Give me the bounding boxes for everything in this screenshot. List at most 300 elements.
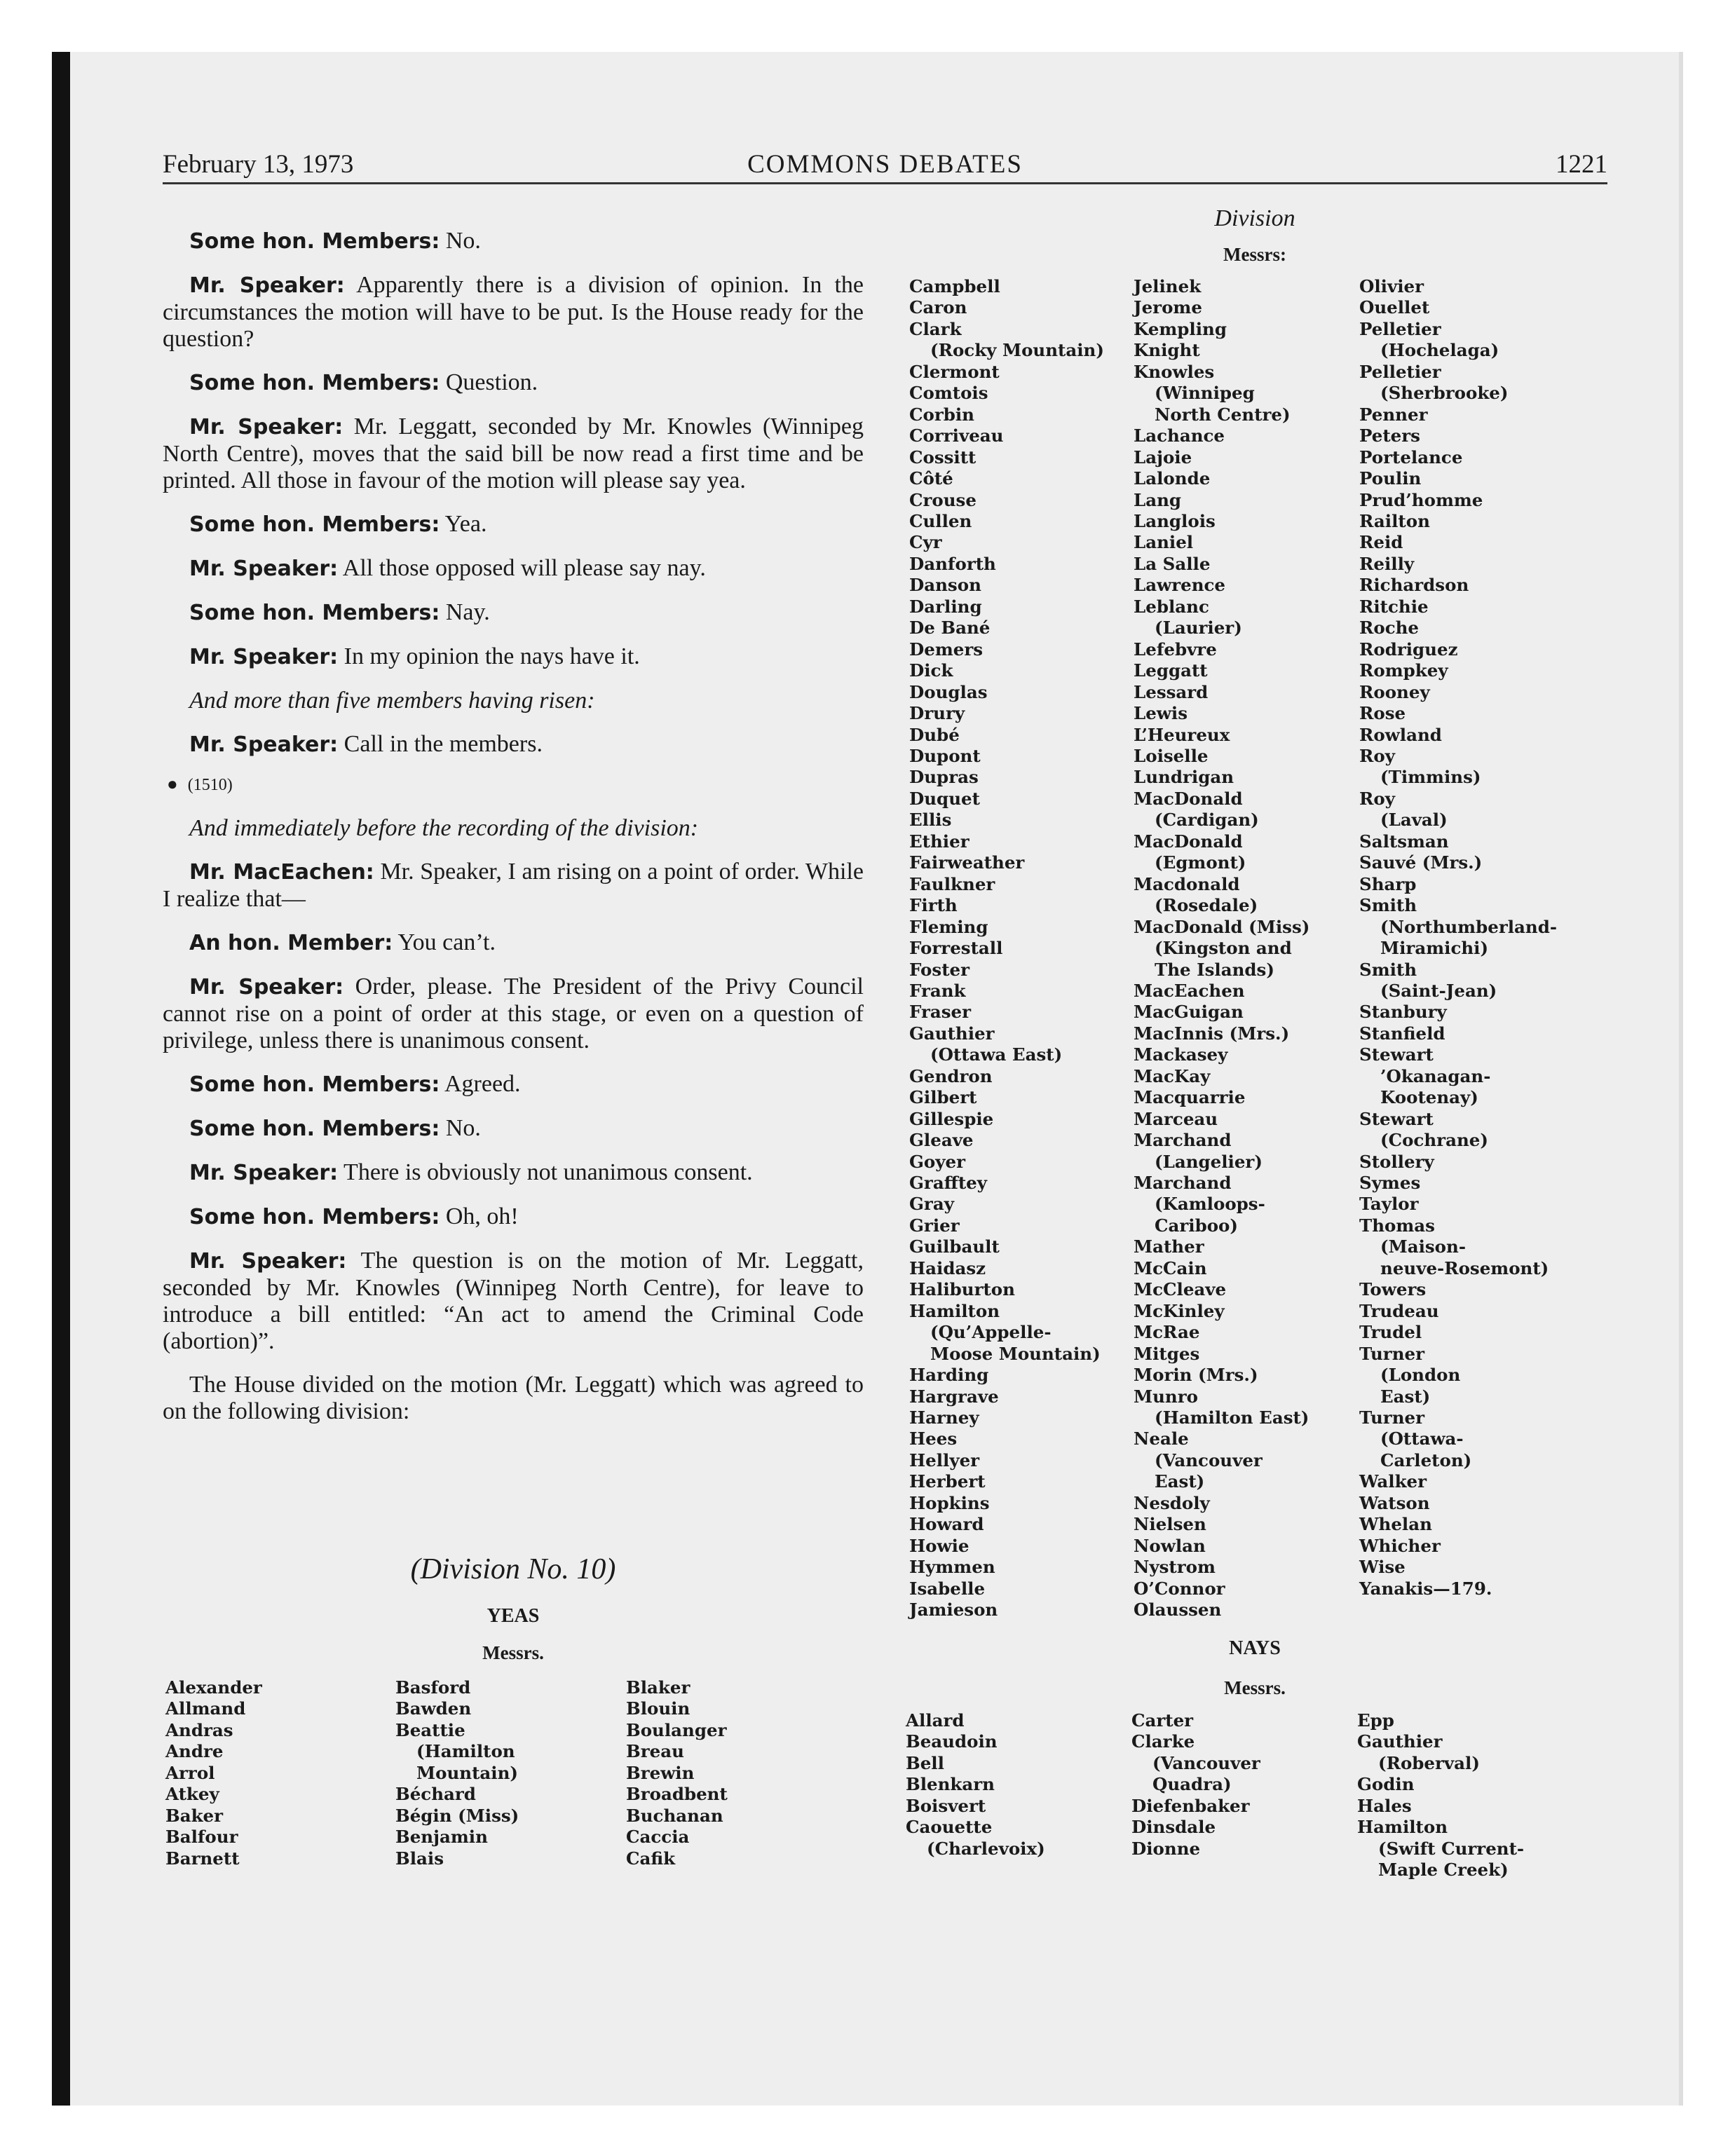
speech-paragraph — [163, 555, 864, 582]
time-marker — [163, 771, 864, 798]
member-name: Buchanan — [626, 1805, 723, 1826]
member-name: Alexander — [165, 1677, 262, 1698]
member-name: McKinley — [1134, 1300, 1225, 1321]
member-name: Thomas — [1359, 1215, 1435, 1236]
speaker-name: Mr. Speaker: — [189, 1249, 347, 1274]
member-name: Firth — [909, 895, 958, 916]
speaker-name: Mr. Speaker: — [189, 645, 339, 669]
speech-text: Nay. — [440, 599, 490, 625]
member-name: Ritchie — [1359, 596, 1429, 617]
member-name: Neale — [1134, 1428, 1189, 1449]
member-name: Penner — [1359, 404, 1428, 425]
member-name: Ethier — [909, 831, 969, 852]
speech-text: The question is on the motion of Mr. Leggatt, seconded by Mr. Knowles (Winnipeg North Centre), for leave to introduce a bill entitled: “An act to amend the Criminal Code (abortion)”. — [163, 1248, 864, 1354]
member-name: Smith — [1359, 895, 1417, 916]
member-name: Smith — [1359, 959, 1417, 980]
member-name: Cyr — [909, 532, 942, 553]
speech-paragraph — [163, 369, 864, 397]
speech-text: Yea. — [440, 511, 487, 537]
member-name: Lang — [1134, 489, 1182, 510]
continued-messrs: Messrs: — [1223, 244, 1286, 265]
member-name: Darling — [909, 596, 982, 617]
member-name: Hellyer — [909, 1449, 980, 1471]
member-name: McCleave — [1134, 1279, 1227, 1300]
member-name: Broadbent — [626, 1784, 728, 1805]
member-name: Cossitt — [909, 446, 977, 468]
member-riding: (Northumberland- — [1380, 916, 1558, 937]
member-name: Caouette — [906, 1817, 993, 1838]
member-name: Grafftey — [909, 1173, 987, 1194]
member-name: Duquet — [909, 788, 980, 809]
member-name: Barnett — [165, 1848, 240, 1869]
member-name: Rompkey — [1359, 660, 1448, 681]
member-riding: neuve-Rosemont) — [1380, 1257, 1549, 1278]
speech-paragraph — [163, 1203, 864, 1231]
member-riding: Miramichi) — [1380, 938, 1489, 959]
member-name: Baker — [165, 1805, 224, 1826]
member-riding: (Swift Current- — [1378, 1838, 1525, 1859]
speech-text: No. — [440, 228, 481, 254]
member-name: Jamieson — [909, 1599, 998, 1621]
speech-text: Agreed. — [440, 1071, 521, 1097]
member-riding: (Timmins) — [1380, 767, 1481, 788]
member-name: Hamilton — [909, 1300, 1000, 1321]
member-name: Gendron — [909, 1065, 993, 1086]
member-name: Hopkins — [909, 1492, 990, 1513]
member-name: Clark — [909, 318, 962, 339]
member-name: Boisvert — [906, 1795, 986, 1816]
member-name: Reid — [1359, 532, 1403, 553]
member-riding: (Egmont) — [1155, 852, 1246, 873]
speaker-name: Mr. Speaker: — [189, 273, 345, 298]
member-name: Diefenbaker — [1131, 1795, 1250, 1816]
speech-paragraph — [163, 974, 864, 1054]
member-name: Guilbault — [909, 1236, 1000, 1257]
member-name: Fleming — [909, 916, 988, 937]
speech-paragraph — [163, 929, 864, 957]
member-name: Sharp — [1359, 873, 1417, 894]
speech-paragraph — [163, 1115, 864, 1142]
member-name: Knight — [1134, 340, 1200, 361]
narrative-paragraph: The House divided on the motion (Mr. Leggatt) which was agreed to on the following division: — [163, 1372, 864, 1424]
running-header — [163, 146, 1607, 184]
speech-text: Order, please. The President of the Privy Council cannot rise on a point of order at this stage, or even on a question of privilege, unless there is unanimous consent. — [163, 974, 864, 1053]
member-riding: (London — [1380, 1365, 1461, 1386]
member-name: Côté — [909, 468, 953, 489]
member-name: Dionne — [1131, 1838, 1201, 1859]
member-name: De Bané — [909, 618, 991, 639]
member-name: Pelletier — [1359, 318, 1441, 339]
member-name: Campbell — [909, 276, 1000, 296]
member-name: MacEachen — [1134, 980, 1245, 1001]
member-name: Roy — [1359, 745, 1395, 766]
member-name: Grier — [909, 1215, 960, 1236]
member-name: Bégin (Miss) — [395, 1805, 519, 1826]
member-name: Munro — [1134, 1386, 1198, 1407]
member-name: Blouin — [626, 1698, 690, 1719]
member-name: Marceau — [1134, 1108, 1218, 1129]
member-name: Lawrence — [1134, 575, 1226, 596]
member-riding: (Sherbrooke) — [1380, 383, 1509, 404]
member-riding: (Rocky Mountain) — [930, 340, 1104, 361]
member-name: Drury — [909, 703, 965, 724]
speech-text: Mr. Speaker, I am rising on a point of order. While I realize that— — [163, 859, 864, 912]
member-name: Goyer — [909, 1151, 965, 1172]
header-title: COMMONS DEBATES — [747, 150, 1023, 179]
member-name: Nielsen — [1134, 1514, 1206, 1535]
speaker-name: Some hon. Members: — [189, 1117, 440, 1141]
member-name: Mather — [1134, 1236, 1204, 1257]
member-name: Marchand — [1134, 1173, 1232, 1194]
member-riding: (Charlevoix) — [927, 1838, 1045, 1859]
member-name: Gleave — [909, 1130, 974, 1151]
member-name: Knowles — [1134, 361, 1215, 382]
member-name: Gillespie — [909, 1108, 994, 1129]
member-name: Faulkner — [909, 873, 995, 894]
continued-column-3 — [1359, 276, 1557, 1599]
member-name: Stanfield — [1359, 1023, 1445, 1044]
member-name: MacDonald (Miss) — [1134, 916, 1310, 937]
member-name: Foster — [909, 959, 970, 980]
member-name: Boulanger — [626, 1719, 727, 1740]
member-riding: ’Okanagan- — [1380, 1065, 1491, 1086]
yeas-messrs: Messrs. — [482, 1642, 544, 1663]
member-name: Portelance — [1359, 446, 1463, 468]
member-name: Allmand — [165, 1698, 246, 1719]
page-number: 1221 — [1556, 150, 1607, 179]
speech-text: Oh, oh! — [440, 1203, 519, 1229]
member-name: Stollery — [1359, 1151, 1434, 1172]
member-name: Caccia — [626, 1827, 690, 1848]
speaker-name: Some hon. Members: — [189, 1072, 440, 1097]
nays-heading: NAYS — [1229, 1637, 1281, 1659]
member-name: Lefebvre — [1134, 639, 1217, 660]
member-name: Atkey — [165, 1784, 219, 1805]
member-name: Beattie — [395, 1719, 465, 1740]
yeas-column-2 — [395, 1677, 519, 1869]
member-name: Prud’homme — [1359, 489, 1483, 510]
header-date: February 13, 1973 — [163, 150, 354, 179]
member-name: Nesdoly — [1134, 1492, 1210, 1513]
member-riding: (Saint-Jean) — [1380, 980, 1497, 1001]
member-name: Andre — [165, 1741, 224, 1762]
member-name: Frank — [909, 980, 966, 1001]
nays-column-3 — [1357, 1710, 1524, 1881]
continued-column-2 — [1134, 276, 1309, 1621]
yeas-column-3 — [626, 1677, 728, 1869]
member-name: Clarke — [1131, 1731, 1195, 1752]
member-name: La Salle — [1134, 553, 1211, 574]
speech-paragraph — [163, 1071, 864, 1098]
member-name: Hales — [1357, 1795, 1412, 1816]
member-name: Reilly — [1359, 553, 1415, 574]
member-riding: (Cochrane) — [1380, 1130, 1488, 1151]
member-name: McRae — [1134, 1322, 1200, 1343]
member-name: Lundrigan — [1134, 767, 1234, 788]
member-name: Rodriguez — [1359, 639, 1458, 660]
member-name: Benjamin — [395, 1827, 488, 1848]
member-name: Macquarrie — [1134, 1087, 1246, 1108]
scan-right-edge — [1679, 52, 1683, 2106]
member-riding: (Ottawa East) — [930, 1044, 1063, 1065]
member-name: Dick — [909, 660, 953, 681]
member-riding: North Centre) — [1155, 404, 1291, 425]
member-name: Peters — [1359, 425, 1420, 446]
speaker-name: Mr. Speaker: — [189, 557, 339, 581]
member-name: Blenkarn — [906, 1774, 995, 1795]
member-name: Nystrom — [1134, 1557, 1216, 1578]
member-riding: (Cardigan) — [1155, 810, 1259, 831]
member-name: Gauthier — [909, 1023, 995, 1044]
member-name: Mackasey — [1134, 1044, 1228, 1065]
member-name: Stanbury — [1359, 1002, 1447, 1023]
member-name: Saltsman — [1359, 831, 1449, 852]
member-name: Hees — [909, 1428, 958, 1449]
member-name: Beaudoin — [906, 1731, 998, 1752]
member-name: Béchard — [395, 1784, 476, 1805]
procedural-note: And more than five members having risen: — [189, 688, 595, 714]
speaker-name: Mr. Speaker: — [189, 415, 343, 439]
member-name: Leggatt — [1134, 660, 1208, 681]
member-riding: Cariboo) — [1155, 1215, 1238, 1236]
member-name: Watson — [1359, 1492, 1430, 1513]
member-name: Turner — [1359, 1343, 1425, 1364]
member-name: Forrestall — [909, 938, 1003, 959]
speech-text: Call in the members. — [338, 731, 543, 757]
member-name: Rowland — [1359, 724, 1442, 745]
speaker-name: Mr. Speaker: — [189, 975, 344, 999]
speaker-name: Mr. Speaker: — [189, 732, 339, 757]
member-name: Howard — [909, 1514, 984, 1535]
member-riding: (Hamilton East) — [1155, 1407, 1309, 1428]
member-name: MacDonald — [1134, 788, 1243, 809]
member-name: Towers — [1359, 1279, 1427, 1300]
member-name: Dupont — [909, 745, 981, 766]
speech-text: Question. — [440, 369, 538, 395]
member-riding: (Qu’Appelle- — [930, 1322, 1052, 1343]
member-riding: (Maison- — [1380, 1236, 1467, 1257]
speech-text: There is obviously not unanimous consent. — [338, 1159, 753, 1185]
member-riding: Quadra) — [1152, 1774, 1232, 1795]
member-name: Macdonald — [1134, 873, 1240, 894]
member-name: Nowlan — [1134, 1535, 1206, 1556]
member-name: Olaussen — [1134, 1599, 1222, 1621]
speaker-name: Some hon. Members: — [189, 371, 440, 395]
member-name: Railton — [1359, 510, 1430, 531]
member-name: Hargrave — [909, 1386, 999, 1407]
member-name: Roche — [1359, 618, 1420, 639]
member-name: Hymmen — [909, 1557, 995, 1578]
member-name: Caron — [909, 297, 967, 318]
member-name: Dupras — [909, 767, 979, 788]
member-name: Dinsdale — [1131, 1817, 1216, 1838]
member-name: Corriveau — [909, 425, 1004, 446]
member-name: Dubé — [909, 724, 960, 745]
speech-text: No. — [440, 1115, 481, 1141]
member-name: Jerome — [1134, 297, 1202, 318]
speaker-name: Mr. MacEachen: — [189, 860, 374, 885]
member-riding: (Kamloops- — [1155, 1194, 1265, 1215]
member-name: Carter — [1131, 1710, 1194, 1731]
member-name: Andras — [165, 1719, 233, 1740]
speech-paragraph — [163, 1159, 864, 1187]
speech-paragraph — [163, 643, 864, 671]
member-name: Breau — [626, 1741, 684, 1762]
member-name: MacInnis (Mrs.) — [1134, 1023, 1290, 1044]
member-name: Olivier — [1359, 276, 1424, 296]
member-name: Roy — [1359, 788, 1395, 809]
member-name: Douglas — [909, 681, 988, 702]
member-name: Bawden — [395, 1698, 472, 1719]
member-name: Lalonde — [1134, 468, 1211, 489]
member-name: L’Heureux — [1134, 724, 1230, 745]
member-name: Blaker — [626, 1677, 690, 1698]
speaker-name: Some hon. Members: — [189, 229, 440, 254]
member-riding: (Rosedale) — [1155, 895, 1258, 916]
member-name: Jelinek — [1134, 276, 1202, 296]
member-name: Gauthier — [1357, 1731, 1443, 1752]
member-riding: (Hochelaga) — [1380, 340, 1499, 361]
speech-paragraph — [163, 228, 864, 255]
member-name: Harney — [909, 1407, 979, 1428]
speech-paragraph — [163, 731, 864, 758]
speech-paragraph — [163, 859, 864, 913]
member-name: Cullen — [909, 510, 972, 531]
member-name: Symes — [1359, 1173, 1421, 1194]
member-name: Richardson — [1359, 575, 1469, 596]
member-riding: (Langelier) — [1155, 1151, 1263, 1172]
member-name: Wise — [1359, 1557, 1406, 1578]
member-name: Comtois — [909, 383, 988, 404]
member-name: Mitges — [1134, 1343, 1200, 1364]
member-name: Blais — [395, 1848, 444, 1869]
bullet-icon: ● — [167, 774, 178, 794]
speech-paragraph — [163, 1248, 864, 1355]
member-name: Turner — [1359, 1407, 1425, 1428]
member-riding: The Islands) — [1155, 959, 1274, 980]
speech-text: In my opinion the nays have it. — [338, 643, 640, 669]
yeas-heading: YEAS — [487, 1605, 540, 1627]
speaker-name: An hon. Member: — [189, 931, 393, 955]
speaker-name: Some hon. Members: — [189, 1205, 440, 1229]
speech-text: Mr. Leggatt, seconded by Mr. Knowles (Winnipeg North Centre), moves that the said bill be now read a first time and be printed. All those in favour of the motion will please say yea. — [163, 414, 864, 493]
member-name: Gilbert — [909, 1087, 977, 1108]
speaker-name: Some hon. Members: — [189, 601, 440, 625]
member-name: Corbin — [909, 404, 974, 425]
nays-column-1 — [906, 1710, 1045, 1860]
continued-column-1 — [909, 276, 1104, 1621]
speech-paragraph — [163, 599, 864, 627]
member-riding: (Hamilton — [416, 1741, 515, 1762]
member-name: Allard — [906, 1710, 965, 1731]
member-name: Yanakis—179. — [1359, 1578, 1492, 1599]
member-name: Whelan — [1359, 1514, 1432, 1535]
member-riding: Maple Creek) — [1378, 1860, 1509, 1881]
member-name: Whicher — [1359, 1535, 1441, 1556]
member-name: Loiselle — [1134, 745, 1209, 766]
member-name: Fairweather — [909, 852, 1025, 873]
member-name: Epp — [1357, 1710, 1394, 1731]
member-name: Trudel — [1359, 1322, 1422, 1343]
member-riding: Mountain) — [416, 1762, 518, 1783]
continued-heading: Division — [1214, 205, 1295, 231]
speaker-name: Mr. Speaker: — [189, 1161, 339, 1185]
member-name: MacDonald — [1134, 831, 1243, 852]
member-name: Danson — [909, 575, 981, 596]
member-name: Rose — [1359, 703, 1406, 724]
member-name: Demers — [909, 639, 984, 660]
member-name: Langlois — [1134, 510, 1216, 531]
member-name: Rooney — [1359, 681, 1430, 702]
member-name: Pelletier — [1359, 361, 1441, 382]
member-name: Ouellet — [1359, 297, 1430, 318]
member-name: Godin — [1357, 1774, 1415, 1795]
member-name: Kempling — [1134, 318, 1227, 339]
speaker-name: Some hon. Members: — [189, 512, 440, 537]
member-name: Sauvé (Mrs.) — [1359, 852, 1483, 873]
member-name: Lessard — [1134, 681, 1209, 702]
member-name: Balfour — [165, 1827, 238, 1848]
member-riding: East) — [1155, 1471, 1205, 1492]
member-name: McCain — [1134, 1257, 1207, 1278]
transcript-column — [163, 228, 864, 1442]
speech-text: All those opposed will please say nay. — [338, 555, 706, 581]
member-name: Arrol — [165, 1762, 215, 1783]
member-name: Walker — [1359, 1471, 1427, 1492]
speech-paragraph — [163, 414, 864, 494]
member-name: Ellis — [909, 810, 952, 831]
member-name: Brewin — [626, 1762, 695, 1783]
member-name: Haliburton — [909, 1279, 1015, 1300]
member-name: Marchand — [1134, 1130, 1232, 1151]
member-riding: (Vancouver — [1152, 1752, 1260, 1773]
member-riding: (Ottawa- — [1380, 1428, 1464, 1449]
member-name: MacKay — [1134, 1065, 1211, 1086]
member-name: Hamilton — [1357, 1817, 1448, 1838]
member-name: Bell — [906, 1752, 944, 1773]
speech-paragraph — [163, 511, 864, 538]
member-name: Haidasz — [909, 1257, 986, 1278]
member-name: Danforth — [909, 553, 996, 574]
member-name: Harding — [909, 1365, 989, 1386]
speech-text: Apparently there is a division of opinion. In the circumstances the motion will have to be put. Is the House ready for the question? — [163, 272, 864, 352]
speech-paragraph — [163, 272, 864, 353]
member-name: Fraser — [909, 1002, 972, 1023]
nays-column-2 — [1131, 1710, 1260, 1860]
member-name: Clermont — [909, 361, 1000, 382]
member-riding: Carleton) — [1380, 1449, 1472, 1471]
member-riding: (Laurier) — [1155, 618, 1242, 639]
division-title: (Division No. 10) — [410, 1553, 616, 1585]
member-riding: (Laval) — [1380, 810, 1448, 831]
speech-text: You can’t. — [393, 929, 496, 955]
member-name: Lachance — [1134, 425, 1225, 446]
member-riding: (Winnipeg — [1155, 383, 1255, 404]
member-name: Taylor — [1359, 1194, 1419, 1215]
member-name: Trudeau — [1359, 1300, 1439, 1321]
member-name: Lajoie — [1134, 446, 1192, 468]
scan-edge — [52, 52, 70, 2106]
member-riding: Kootenay) — [1380, 1087, 1478, 1108]
member-name: Leblanc — [1134, 596, 1209, 617]
procedural-note: And immediately before the recording of the division: — [189, 815, 699, 841]
member-riding: Moose Mountain) — [930, 1343, 1101, 1364]
member-name: Herbert — [909, 1471, 986, 1492]
nays-messrs: Messrs. — [1224, 1677, 1286, 1698]
time-marker-text: (1510) — [187, 776, 233, 794]
yeas-column-1 — [165, 1677, 262, 1869]
member-name: Stewart — [1359, 1044, 1434, 1065]
